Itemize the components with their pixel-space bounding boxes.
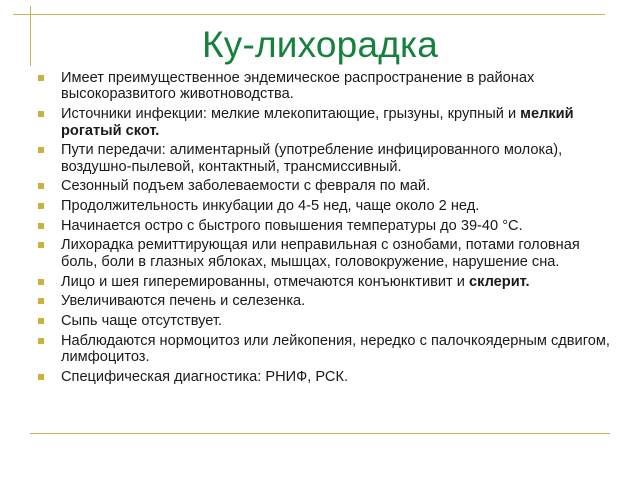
bullet-item [38, 274, 618, 290]
bullet-text: Увеличиваются печень и селезенка. [61, 293, 306, 310]
bullet-item [38, 70, 618, 103]
square-bullet-icon [38, 111, 44, 117]
bullet-text: Лицо и шея гиперемированны, отмечаются конъюнктивит и [61, 273, 469, 290]
slide-title: Ку-лихорадка [201, 24, 439, 65]
bullet-text: Наблюдаются нормоцитоз или лейкопения, нередко с палочкоядерным сдвигом, лимфоцитоз. [61, 332, 610, 366]
bullet-text: Лихорадка ремиттирующая или неправильная с ознобами, потами головная боль, боли в глазных яблоках, мышцах, головокружение, нарушение сна. [61, 237, 580, 270]
bullet-emphasis: склерит. [469, 273, 530, 290]
bullet-emphasis: мелкий рогатый скот. [61, 106, 574, 139]
bullet-list [38, 70, 618, 388]
square-bullet-icon [38, 242, 44, 248]
square-bullet-icon [38, 75, 44, 81]
bullet-text: Начинается остро с быстрого повышения температуры до 39-40 °С. [61, 217, 523, 234]
square-bullet-icon [38, 147, 44, 153]
bullet-item [38, 178, 618, 194]
bullet-item [38, 106, 618, 139]
bullet-text: Сыпь чаще отсутствует. [61, 312, 223, 329]
square-bullet-icon [38, 223, 44, 229]
square-bullet-icon [38, 298, 44, 304]
square-bullet-icon [38, 318, 44, 324]
bottom-divider-line [30, 433, 610, 434]
square-bullet-icon [38, 279, 44, 285]
square-bullet-icon [38, 338, 44, 344]
bullet-text: Источники инфекции: мелкие млекопитающие, грызуны, крупный и [61, 106, 521, 123]
bullet-text: Специфическая диагностика: РНИФ, РСК. [61, 368, 349, 385]
bullet-text: Имеет преимущественное эндемическое распространение в районах высокоразвитого животноводства. [61, 70, 535, 103]
bullet-item [38, 142, 618, 175]
square-bullet-icon [38, 183, 44, 189]
bullet-item [38, 369, 618, 385]
bullet-text: Сезонный подъем заболеваемости с февраля по май. [61, 178, 431, 195]
bullet-item [38, 293, 618, 309]
bullet-text: Пути передачи: алиментарный (употребление инфицированного молока), воздушно-пылевой, контактный, трансмиссивный. [61, 142, 563, 175]
bullet-item [38, 218, 618, 234]
bullet-item [38, 198, 618, 214]
bullet-item [38, 237, 618, 270]
bullet-item [38, 313, 618, 329]
square-bullet-icon [38, 203, 44, 209]
bullet-text: Продолжительность инкубации до 4-5 нед, чаще около 2 нед. [61, 198, 480, 215]
top-divider-line [13, 14, 605, 15]
square-bullet-icon [38, 374, 44, 380]
bullet-item [38, 333, 618, 366]
